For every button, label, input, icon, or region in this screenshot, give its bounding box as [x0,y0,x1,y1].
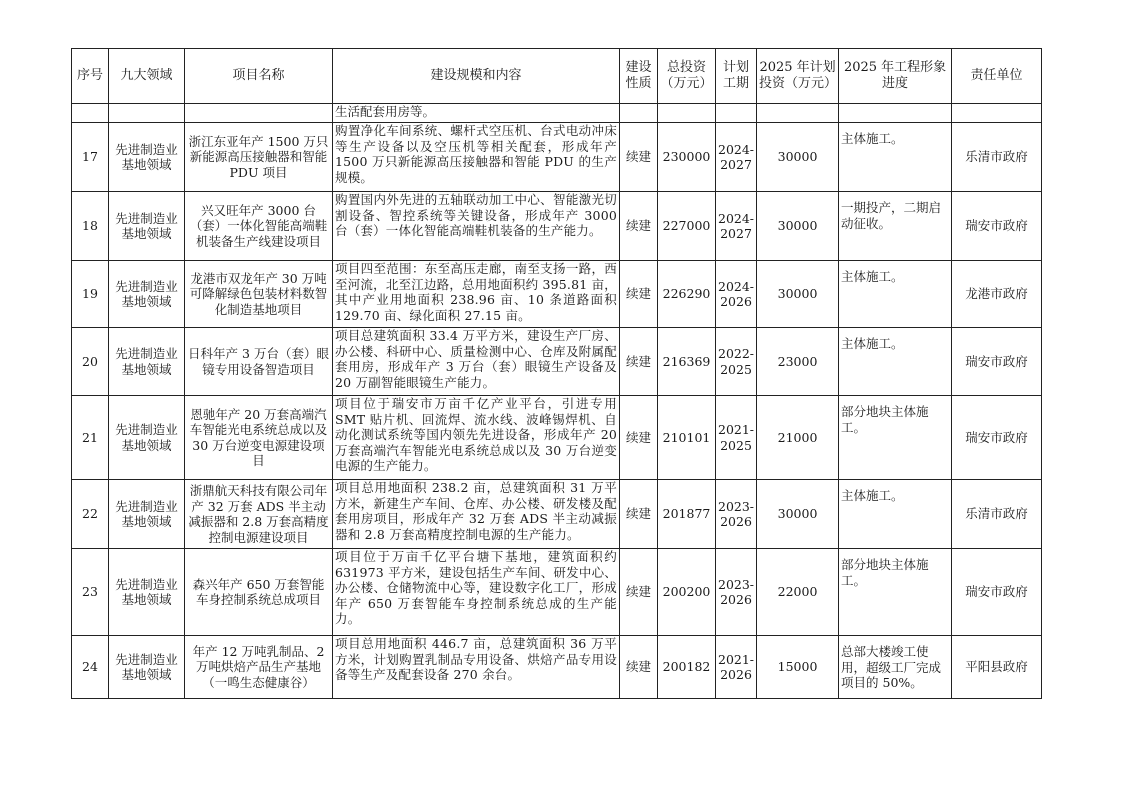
continuation-text: 生活配套用房等。 [333,104,620,123]
cell-seq: 24 [72,636,109,699]
cell-progress-2025: 主体施工。 [839,123,952,192]
cell-content: 项目位于瑞安市万亩千亿产业平台，引进专用 SMT 贴片机、回流焊、流水线、波峰锡焊机、自动化测试系统等国内领先先进设备，形成年产 20 万套高端汽车智能光电系统总成以及 30 万台逆变电源的生产能力。 [333,396,620,480]
cell-total-investment: 200200 [658,549,716,636]
table-row [72,123,1042,192]
cell-progress-2025: 主体施工。 [839,261,952,328]
table-row [72,328,1042,396]
cell-content: 购置国内外先进的五轴联动加工中心、智能激光切割设备、智控系统等关键设备，形成年产 3000 台（套）一体化智能高端鞋机装备的生产能力。 [333,192,620,261]
cell-domain: 先进制造业基地领域 [109,328,185,396]
cell-responsible-unit: 乐清市政府 [952,123,1042,192]
cell-responsible-unit: 瑞安市政府 [952,328,1042,396]
cell-progress-2025: 主体施工。 [839,328,952,396]
header-domain: 九大领域 [109,49,185,104]
header-content: 建设规模和内容 [333,49,620,104]
cell-plan-2025: 30000 [757,261,839,328]
header-plan2025: 2025 年计划投资（万元） [757,49,839,104]
continuation-row [72,104,1042,123]
cell-plan-2025: 30000 [757,480,839,549]
cell-domain: 先进制造业基地领域 [109,192,185,261]
cell-period: 2023-2026 [716,549,757,636]
cell-project-name: 恩驰年产 20 万套高端汽车智能光电系统总成以及 30 万台逆变电源建设项目 [185,396,333,480]
cell-total-investment: 210101 [658,396,716,480]
cell-total-investment: 201877 [658,480,716,549]
cell-content: 项目总用地面积 238.2 亩，总建筑面积 31 万平方米，新建生产车间、仓库、办公楼、研发楼及配套用房项目，形成年产 32 万套 ADS 半主动减振器和 2.8 万套高精度控制电源的生产能力。 [333,480,620,549]
table-row [72,636,1042,699]
header-name: 项目名称 [185,49,333,104]
cell-seq: 17 [72,123,109,192]
cell-project-name: 森兴年产 650 万套智能车身控制系统总成项目 [185,549,333,636]
header-seq: 序号 [72,49,109,104]
cell-content: 项目总用地面积 446.7 亩，总建筑面积 36 万平方米，计划购置乳制品专用设备、烘焙产品专用设备等生产及配套设备 270 余台。 [333,636,620,699]
cell-progress-2025: 一期投产，二期启动征收。 [839,192,952,261]
cell-plan-2025: 30000 [757,123,839,192]
table-row [72,549,1042,636]
cell-nature: 续建 [620,480,658,549]
cell-content: 项目位于万亩千亿平台塘下基地，建筑面积约 631973 平方米，建设包括生产车间、研发中心、办公楼、仓储物流中心等，建设数字化工厂，形成年产 650 万套智能车身控制系统总成的生产能力。 [333,549,620,636]
cell-nature: 续建 [620,396,658,480]
cell-seq: 21 [72,396,109,480]
cell-seq: 20 [72,328,109,396]
table-row [72,396,1042,480]
header-row [72,49,1042,104]
cell-period: 2024-2027 [716,123,757,192]
cell-plan-2025: 22000 [757,549,839,636]
cell-responsible-unit: 瑞安市政府 [952,396,1042,480]
cell-nature: 续建 [620,123,658,192]
cell-domain: 先进制造业基地领域 [109,480,185,549]
cell-period: 2021-2025 [716,396,757,480]
cell-progress-2025: 总部大楼竣工使用，超级工厂完成项目的 50%。 [839,636,952,699]
cell-plan-2025: 21000 [757,396,839,480]
cell-total-investment: 227000 [658,192,716,261]
cell-content: 项目总建筑面积 33.4 万平方米，建设生产厂房、办公楼、科研中心、质量检测中心、仓库及附属配套用房，形成年产 3 万台（套）眼镜生产设备及 20 万副智能眼镜生产能力。 [333,328,620,396]
cell-total-investment: 226290 [658,261,716,328]
cell-project-name: 日科年产 3 万台（套）眼镜专用设备智造项目 [185,328,333,396]
cell-domain: 先进制造业基地领域 [109,549,185,636]
cell-total-investment: 200182 [658,636,716,699]
cell-nature: 续建 [620,192,658,261]
cell-content: 购置净化车间系统、螺杆式空压机、台式电动冲床等生产设备以及空压机等相关配套，形成年产 1500 万只新能源高压接触器和智能 PDU 的生产规模。 [333,123,620,192]
cell-responsible-unit: 乐清市政府 [952,480,1042,549]
cell-plan-2025: 15000 [757,636,839,699]
cell-responsible-unit: 龙港市政府 [952,261,1042,328]
cell-plan-2025: 30000 [757,192,839,261]
cell-total-investment: 216369 [658,328,716,396]
header-progress2025: 2025 年工程形象进度 [839,49,952,104]
header-total: 总投资（万元） [658,49,716,104]
cell-seq: 23 [72,549,109,636]
cell-content: 项目四至范围：东至高压走廊，南至支扬一路，西至河流，北至江边路，总用地面积约 395.81 亩，其中产业用地面积 238.96 亩、10 条道路面积 129.70 亩、绿化面积 27.15 亩。 [333,261,620,328]
cell-nature: 续建 [620,328,658,396]
cell-nature: 续建 [620,549,658,636]
cell-responsible-unit: 瑞安市政府 [952,192,1042,261]
cell-seq: 18 [72,192,109,261]
cell-total-investment: 230000 [658,123,716,192]
cell-seq: 22 [72,480,109,549]
cell-nature: 续建 [620,636,658,699]
table-row [72,480,1042,549]
cell-progress-2025: 部分地块主体施工。 [839,396,952,480]
cell-domain: 先进制造业基地领域 [109,261,185,328]
cell-responsible-unit: 平阳县政府 [952,636,1042,699]
table-row [72,261,1042,328]
cell-plan-2025: 23000 [757,328,839,396]
cell-project-name: 浙鼎航天科技有限公司年产 32 万套 ADS 半主动减振器和 2.8 万套高精度控制电源建设项目 [185,480,333,549]
project-table [71,48,1042,699]
cell-period: 2023-2026 [716,480,757,549]
cell-seq: 19 [72,261,109,328]
cell-period: 2021-2026 [716,636,757,699]
table-row [72,192,1042,261]
cell-project-name: 兴又旺年产 3000 台（套）一体化智能高端鞋机装备生产线建设项目 [185,192,333,261]
cell-domain: 先进制造业基地领域 [109,636,185,699]
cell-progress-2025: 部分地块主体施工。 [839,549,952,636]
cell-progress-2025: 主体施工。 [839,480,952,549]
header-period: 计划工期 [716,49,757,104]
header-unit: 责任单位 [952,49,1042,104]
cell-domain: 先进制造业基地领域 [109,396,185,480]
header-nature: 建设性质 [620,49,658,104]
cell-period: 2024-2026 [716,261,757,328]
cell-period: 2022-2025 [716,328,757,396]
cell-nature: 续建 [620,261,658,328]
cell-responsible-unit: 瑞安市政府 [952,549,1042,636]
cell-period: 2024-2027 [716,192,757,261]
cell-project-name: 年产 12 万吨乳制品、2 万吨烘焙产品生产基地（一鸣生态健康谷） [185,636,333,699]
cell-project-name: 浙江东亚年产 1500 万只新能源高压接触器和智能 PDU 项目 [185,123,333,192]
cell-domain: 先进制造业基地领域 [109,123,185,192]
cell-project-name: 龙港市双龙年产 30 万吨可降解绿色包装材料数智化制造基地项目 [185,261,333,328]
